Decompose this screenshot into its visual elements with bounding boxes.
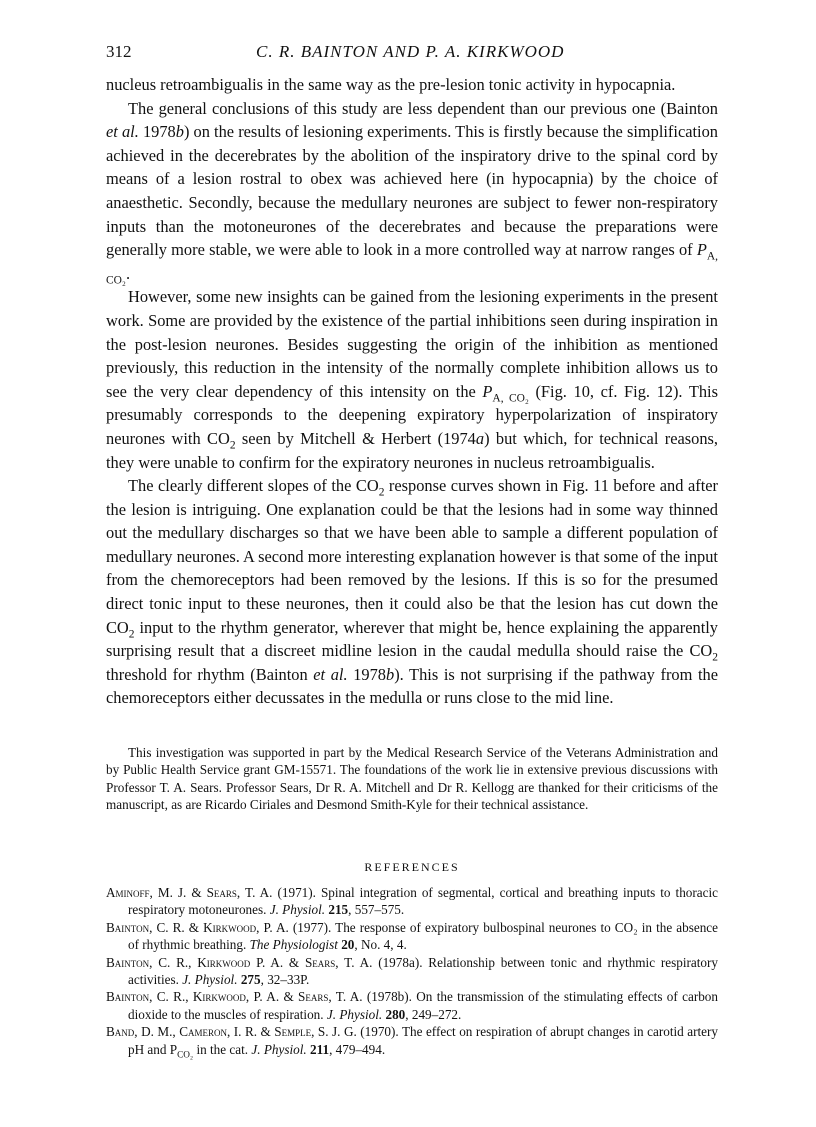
page-number: 312 — [106, 42, 132, 61]
page-header — [106, 42, 718, 66]
references-heading: REFERENCES — [364, 860, 460, 874]
reference-item: Band, D. M., Cameron, I. R. & Semple, S. J. G. (1970). The effect on respiration of abrupt changes in carotid artery pH and $P_{CO_2}$ in the cat. J. Physiol. 211, 479–494. — [106, 1024, 718, 1060]
running-head: C. R. BAINTON AND P. A. KIRKWOOD — [256, 42, 565, 61]
acknowledgement — [106, 744, 718, 814]
paragraph: However, some new insights can be gained from the lesioning experiments in the present work. Some are provided by the existence of the partial inhibitions seen during inspiration in the post-lesion neurones. Besides suggesting the origin of the inhibition as mentioned previously, this reduction in the intensity of the normally complete inhibition allows us to see the very clear dependency of this intensity on the $P_{A, CO_2}$ (Fig. 10, cf. Fig. 12). This presumably corresponds to the deepening expiratory hyperpolarization of inspiratory neurones with $CO_2$ seen by Mitchell & Herbert (1974a) but which, for technical reasons, they were unable to confirm for the expiratory neurones in nucleus retroambigualis. — [106, 287, 718, 472]
acknowledgement-text: This investigation was supported in part by the Medical Research Service of the Veterans Administration and by Public Health Service grant GM-15571. The foundations of the work lie in extensive previous discussions with Professor T. A. Sears. Professor Sears, Dr R. A. Mitchell and Dr R. Kellogg are thanked for their criticisms of the manuscript, as are Ricardo Ciriales and Desmond Smith-Kyle for their technical assistance. — [106, 745, 718, 813]
paragraph: The clearly different slopes of the $CO_2$ response curves shown in Fig. 11 before and after the lesion is intriguing. One explanation could be that the lesions had in some way thinned out the medullary discharges so that we have been able to sample a different population of medullary neurones. A second more interesting explanation however is that some of the input from the chemoreceptors had been removed by the lesions. If this is so for the presumed direct tonic input to these neurones, then it could also be that the lesion has cut down the $CO_2$ input to the rhythm generator, wherever that might be, hence explaining the apparently surprising result that a discreet midline lesion in the caudal medulla should raise the $CO_2$ threshold for rhythm (Bainton et al. 1978b). This is not surprising if the pathway from the chemoreceptors either decussates in the medulla or runs close to the mid line. — [106, 476, 718, 708]
paragraph: The general conclusions of this study are less dependent than our previous one (Bainton et al. 1978b) on the results of lesioning experiments. This is firstly because the simplification achieved in the decerebrates by the abolition of the inspiratory drive to the spinal cord by means of a lesion rostral to obex was achieved here (in hypocapnia) by the choice of anaesthetic. Secondly, because the medullary neurones are subject to fewer non-respiratory inputs than the motoneurones of the decerebrates and because the preparations were generally more stable, we were able to look in a more controlled way at narrow ranges of $P_{A, CO_2}$. — [106, 98, 718, 287]
reference-item: Bainton, C. R., Kirkwood, P. A. & Sears, T. A. (1978b). On the transmission of the stimulating effects of carbon dioxide to the muscles of respiration. J. Physiol. 280, 249–272. — [106, 989, 718, 1022]
body-text — [106, 73, 718, 710]
paragraph: nucleus retroambigualis in the same way as the pre-lesion tonic activity in hypocapnia. — [106, 75, 676, 94]
reference-item: Bainton, C. R., Kirkwood P. A. & Sears, T. A. (1978a). Relationship between tonic and rhythmic respiratory activities. J. Physiol. 275, 32–33P. — [106, 954, 718, 988]
reference-item: Aminoff, M. J. & Sears, T. A. (1971). Spinal integration of segmental, cortical and breathing inputs to thoracic respiratory motoneurones. J. Physiol. 215, 557–575. — [106, 885, 718, 918]
reference-list — [106, 884, 718, 1058]
reference-item: Bainton, C. R. & Kirkwood, P. A. (1977). The response of expiratory bulbospinal neurones to CO₂ in the absence of rhythmic breathing. The Physiologist 20, No. 4, 4. — [106, 919, 718, 953]
